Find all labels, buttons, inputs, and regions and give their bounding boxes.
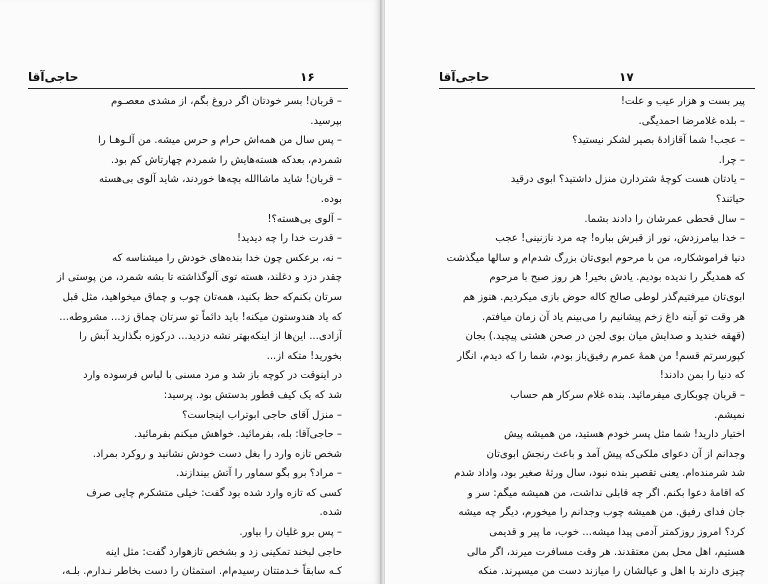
text-line: ابوی‌تان میرفتیم‌گذر لوطی صالح کاله حوض بازی میکردیم. هنوز هم bbox=[462, 291, 745, 303]
text-line: جان فدای رفیق. من همیشه چوب وجدانم را میخورم، دیگر چه میشه bbox=[458, 507, 745, 519]
text-line: اختیار دارید! شما مثل پسر خودم هستید، من همیشه پیش bbox=[504, 429, 745, 441]
text-line: هستیم، اهل محل بمن معتقدند. هر وقت مسافرت میرند، اگر مالی bbox=[466, 546, 745, 558]
text-line: بخورید! متکه از... bbox=[266, 350, 342, 362]
text-line: دنیا فراموشکاره، من با مرحوم ابوی‌تان بزرگ شدم‌ام و سالها میگذشت bbox=[446, 252, 745, 264]
text-line: – مراد؟ برو بگو سماور را آتش بیندازند. bbox=[176, 468, 342, 480]
text-line: – چرا. bbox=[718, 154, 745, 166]
text-line: که اقامهٔ دعوا بکنم. اگر چه قابلی نداشت، من همیشه میگم: سر و bbox=[467, 487, 745, 499]
left-page-number: ۱۶ bbox=[300, 70, 315, 84]
text-line: شخص تازه وارد را بغل دست خودش نشانید و روکرد بمراد. bbox=[92, 448, 342, 460]
right-header-title: حاجی‌آقا bbox=[439, 70, 490, 84]
text-line: – قربان! شاید ماشاالله بچه‌ها خوردند، شاید آلوی بی‌هسته bbox=[99, 174, 342, 186]
text-line: – آلوی بی‌هسته؟! bbox=[267, 213, 342, 225]
left-header-title: حاجی‌آقا bbox=[28, 70, 79, 84]
text-line: کرد؟ امروز روزکمتر آدمی پیدا میشه... خوب، ما پیر و قدیمی bbox=[489, 527, 745, 539]
text-line: – قربان چوبکاری میفرمائید. بنده غلام سرکار هم حساب bbox=[510, 389, 745, 401]
text-line: – قربان! بسر خودتان اگر دروغ بگم، از مشدی معصـوم bbox=[111, 96, 342, 107]
text-line: – سال قحطی عمرشان را دادند بشما. bbox=[584, 213, 745, 225]
left-page-text bbox=[28, 92, 342, 582]
left-page-header bbox=[28, 68, 348, 89]
text-line: کسی که تازه وارد شده بود گفت: خیلی متشکرم چایی صرف bbox=[86, 487, 342, 499]
text-line: – یادتان هست کوچهٔ شتردارن منزل داشتید؟ ابوی درقید bbox=[510, 174, 745, 186]
text-line: وجدانم از آن دعوای ملکی‌که پیش آمد و باعث رنجش ابوی‌تان bbox=[486, 448, 745, 460]
text-line: شد که یک کیف قطور بدستش بود. پرسید: bbox=[163, 389, 342, 401]
text-line: – قدرت خدا را چه دیدید! bbox=[237, 233, 342, 245]
text-line: – منزل آقای حاجی ابوتراب اینجاست؟ bbox=[182, 409, 342, 421]
right-page-header bbox=[439, 68, 755, 89]
text-line: که یاد هندوستون میکنه! باید دائماً تو سرتان چماق زد... مشروطه... bbox=[59, 311, 342, 323]
text-line: سرتان بکنم‌که حظ بکنید، همه‌تان چوب و چماق میخواهید، مثل قبل bbox=[62, 291, 342, 303]
text-line: حاجی لبخند تمکینی زد و بشخص تازهوارد گفت: مثل اینه bbox=[105, 546, 342, 558]
text-line: شده. bbox=[319, 507, 342, 519]
text-line: نمیشم. bbox=[714, 409, 745, 421]
text-line: در اینوقت در کوچه باز شد و مرد مسنی با لباس فرسوده وارد bbox=[83, 370, 342, 382]
right-page bbox=[384, 0, 768, 584]
text-line: که همدیگر را ندیده بودیم. یادش بخیر! هر روز صبح با مرحوم bbox=[489, 272, 745, 284]
text-line: کـه سابقاً خـدمتتان رسیدم‌ام. استمثان را دست بخاطر نـدارم. بلـه، bbox=[61, 566, 342, 578]
text-line: هر وقت تو آینه داغ زخم پیشانیم را می‌بینم یاد آن زمان میافتم. bbox=[482, 311, 745, 323]
text-line: شد شرمنده‌ام. یعنی تقصیر بنده نبود، سال ورثهٔ صغیر بود، واداد شدم bbox=[454, 468, 745, 480]
right-page-number: ۱۷ bbox=[619, 70, 634, 84]
left-page bbox=[0, 0, 381, 584]
text-line: – پس برو غلیان را بیاور. bbox=[239, 527, 342, 539]
text-line: که دنیا را بمن دادند! bbox=[659, 370, 745, 382]
text-line: – خدا بیامرزدش، نور از قبرش بباره! چه مرد نازنینی! عجب bbox=[495, 233, 745, 245]
text-line: (قهقه خندید و صدایش میان بوی لجن در صحن هشتی پیچید.) بجان bbox=[465, 331, 745, 343]
text-line: – بلده غلامرضا احمدیگی. bbox=[638, 115, 745, 127]
text-line: شمردم، بعد‌که هسته‌هایش را شمردم چهارتاش کم بود. bbox=[110, 154, 342, 166]
text-line: چیزی دارند با اهل و عیالشان را میازند دست من میسپرند. منکه bbox=[478, 566, 745, 578]
text-line: – نه، برعکس چون خدا بنده‌های خودش را میشناسه که bbox=[112, 252, 342, 264]
right-page-text bbox=[443, 92, 745, 582]
text-line: حیاتند؟ bbox=[715, 193, 745, 205]
text-line: چقدر دزد و دغلند، هسته توی آلوگذاشته تا بشه شمرد، من پوستی از bbox=[56, 272, 342, 284]
text-line: بپرسید. bbox=[310, 115, 342, 127]
text-line: پیر بست و هزار عیب و علت! bbox=[620, 96, 745, 107]
text-line: – پس سال من همه‌اش حرام و حرس میشه. من آلـوهـا را bbox=[97, 135, 342, 147]
text-line: – عجب! شما آقازادهٔ بصیر لشکر نیستید؟ bbox=[572, 135, 745, 147]
text-line: بوده. bbox=[320, 193, 342, 205]
text-line: – حاجی‌آقا: بله، بفرمائید. خواهش میکنم بفرمائید. bbox=[133, 429, 342, 441]
text-line: کپورسرتم قسم! من همهٔ عمرم رفیق‌باز بودم، شما را که دیدم، انگار bbox=[457, 350, 745, 362]
text-line: آزادی... این‌ها از اینکه‌بهتر نشه دزدید... درکوزه بگذارید آبش را bbox=[79, 331, 342, 343]
